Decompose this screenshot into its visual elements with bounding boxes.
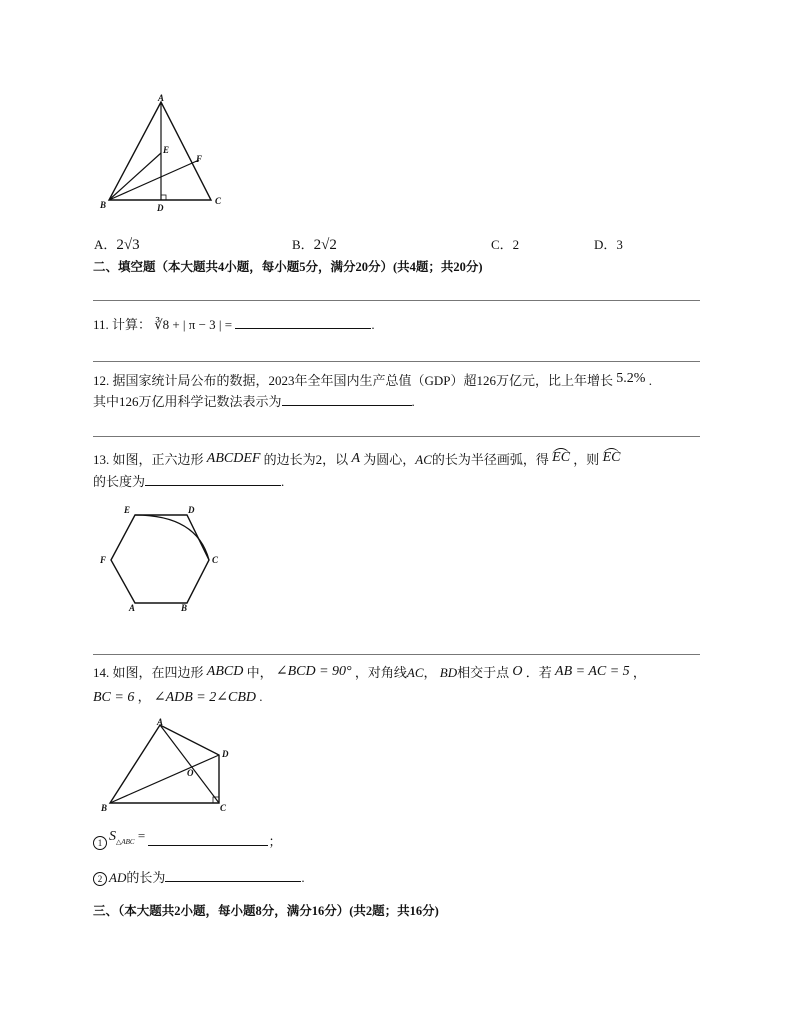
- q14-sub2: [93, 867, 305, 886]
- q14-label: O: [187, 768, 194, 778]
- q13-label: C: [212, 555, 219, 565]
- q11-suffix: .: [371, 317, 375, 332]
- q14-text: 中，: [246, 665, 273, 680]
- q14-text: ．若: [525, 665, 552, 680]
- q13-label: D: [188, 505, 195, 515]
- option-letter: A．: [94, 237, 117, 252]
- q14-sub1: [93, 828, 282, 851]
- q14-area-s: S: [109, 829, 116, 844]
- q13-text: 为圆心，: [363, 452, 416, 467]
- q13-text: 13. 如图，正六边形: [93, 452, 204, 467]
- q13-answer-blank[interactable]: [145, 473, 281, 486]
- q14-label: B: [101, 803, 108, 813]
- q10-option-a: [94, 234, 140, 254]
- q14-equals: =: [137, 828, 146, 843]
- q14-sub1-end: ；: [268, 834, 282, 849]
- q12-text: 12. 据国家统计局公布的数据，2023年全年国内生产总值（GDP）超126万亿元，比上年增长: [93, 373, 614, 388]
- q10-label: B: [100, 200, 107, 210]
- q14-text: ，: [423, 665, 437, 680]
- option-value: 2√3: [116, 237, 140, 253]
- q12-answer-blank[interactable]: [282, 393, 412, 406]
- q13-label: A: [129, 603, 136, 613]
- q14-eq2: BC = 6: [93, 690, 135, 705]
- q11-prefix: 11. 计算：: [93, 317, 152, 332]
- q14-eq3: ∠ADB = 2∠CBD: [153, 690, 256, 705]
- option-value: 3: [616, 237, 623, 252]
- q13-text: 的长度为: [93, 474, 146, 489]
- q14-text: ，: [632, 665, 646, 680]
- q14-sub2-end: .: [301, 870, 305, 885]
- q14-line2: [93, 686, 262, 706]
- q10-option-d: [594, 234, 623, 253]
- q13-line1: [93, 449, 620, 469]
- option-value: 2: [512, 237, 520, 252]
- q14-bd: BD: [439, 665, 458, 680]
- q13-text: ，则: [573, 452, 600, 467]
- q10-label: E: [163, 145, 170, 155]
- q14-quadrilateral-figure: [95, 715, 245, 815]
- q12-text2: 其中126万亿用科学记数法表示为: [93, 394, 282, 409]
- q14-ac: AC: [406, 665, 424, 680]
- q12-end: .: [648, 373, 652, 388]
- q13-ac: AC: [415, 452, 432, 467]
- q14-text: ，对角线: [354, 665, 407, 680]
- q10-option-c: [491, 234, 519, 253]
- q14-eq1: AB = AC = 5: [555, 664, 630, 679]
- q13-arc-ec: EC: [602, 450, 621, 465]
- circled-number-2: 2: [93, 872, 107, 886]
- q11-expression: ∛8 + | π − 3 | =: [154, 317, 233, 332]
- q10-option-b: [292, 234, 337, 254]
- option-letter: D．: [594, 237, 617, 252]
- q14-sub1-answer-blank[interactable]: [148, 833, 268, 846]
- q14-text: 的长为: [126, 870, 166, 885]
- q14-text: ，: [137, 689, 151, 704]
- q14-text: 相交于点: [457, 665, 510, 680]
- q12-line2: [93, 391, 415, 410]
- option-letter: C．: [491, 237, 513, 252]
- q14-ad: AD: [109, 870, 127, 885]
- q14-label: A: [157, 717, 164, 727]
- q13-line2: [93, 471, 284, 490]
- q10-label: D: [157, 203, 164, 213]
- q12-percent: 5.2%: [616, 371, 646, 386]
- q14-angle: ∠BCD = 90°: [275, 664, 352, 679]
- q14-label: C: [220, 803, 227, 813]
- q14-sub2-answer-blank[interactable]: [165, 869, 301, 882]
- circled-number-1: 1: [93, 836, 107, 850]
- divider: [93, 300, 700, 301]
- q12-line1: [93, 370, 652, 390]
- q14-line1: [93, 662, 646, 682]
- q13-label: E: [124, 505, 131, 515]
- q13-label: B: [181, 603, 188, 613]
- q13-hexagon-name: ABCDEF: [206, 451, 261, 466]
- q11: [93, 314, 375, 333]
- divider: [93, 436, 700, 437]
- q13-hexagon-figure: [95, 500, 225, 615]
- q13-text: 的边长为2，以: [263, 452, 349, 467]
- divider: [93, 654, 700, 655]
- q14-text: 14. 如图，在四边形: [93, 665, 204, 680]
- q14-label: D: [222, 749, 229, 759]
- q13-arc-ec: EC: [552, 450, 571, 465]
- q13-text: 的长为半径画弧，得: [431, 452, 549, 467]
- q13-end: .: [281, 474, 285, 489]
- section2-heading: 二、填空题（本大题共4小题，每小题5分，满分20分）(共4题；共20分): [93, 260, 483, 274]
- divider: [93, 361, 700, 362]
- q10-label: F: [196, 154, 203, 164]
- q12-end2: .: [411, 394, 415, 409]
- q14-quad-name: ABCD: [206, 664, 244, 679]
- option-letter: B．: [292, 237, 314, 252]
- option-value: 2√2: [313, 237, 337, 253]
- q13-center: A: [351, 451, 360, 466]
- q14-o: O: [512, 664, 523, 679]
- q14-end: .: [259, 689, 263, 704]
- q11-answer-blank[interactable]: [235, 316, 371, 329]
- q13-label: F: [100, 555, 107, 565]
- q14-area-subscript: △ABC: [116, 838, 135, 846]
- q10-label: C: [215, 196, 222, 206]
- section3-heading: 三、（本大题共2小题，每小题8分，满分16分）(共2题；共16分): [93, 904, 439, 918]
- q10-triangle-figure: [95, 92, 235, 214]
- q10-label: A: [158, 93, 165, 103]
